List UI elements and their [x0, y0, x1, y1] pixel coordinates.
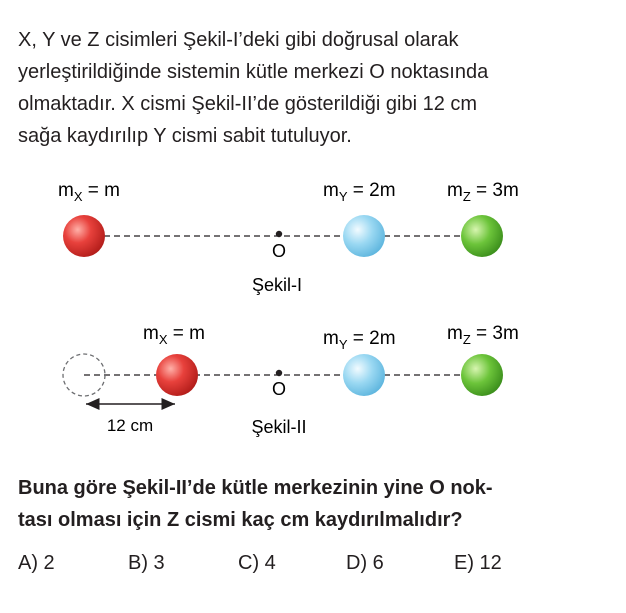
ball-x	[63, 215, 105, 257]
question-line: Buna göre Şekil-II’de kütle merkezinin yine O nok-	[18, 477, 493, 499]
option-c[interactable]: C) 4	[238, 552, 276, 574]
ball-z	[461, 354, 503, 396]
figure-caption: Şekil-II	[251, 417, 307, 437]
distance-label: 12 cm	[106, 416, 154, 435]
point-label: O	[271, 379, 287, 399]
option-a[interactable]: A) 2	[18, 552, 55, 574]
mass-z-label: $m_Z = 3m$	[447, 323, 519, 347]
point-label: O	[271, 241, 287, 261]
question	[18, 472, 493, 536]
intro-line: yerleştirildiğinde sistemin kütle merkezi O noktasında	[18, 61, 489, 83]
option-d[interactable]: D) 6	[346, 552, 384, 574]
option-e[interactable]: E) 12	[454, 552, 502, 574]
center-of-mass-point	[276, 370, 282, 376]
mass-x-label: $m_X = m$	[58, 180, 120, 204]
ball-z	[461, 215, 503, 257]
mass-z-label: $m_Z = 3m$	[447, 180, 519, 204]
ball-x	[156, 354, 198, 396]
mass-y-label: $m_Y = 2m$	[323, 180, 396, 204]
intro-line: sağa kaydırılıp Y cismi sabit tutuluyor.	[18, 125, 352, 147]
option-b[interactable]: B) 3	[128, 552, 165, 574]
figure-2	[63, 323, 519, 437]
figure-1	[58, 180, 519, 295]
ball-y	[343, 354, 385, 396]
center-of-mass-point	[276, 231, 282, 237]
figure-caption: Şekil-I	[251, 275, 303, 295]
intro-line: olmaktadır. X cismi Şekil-II’de gösterildiği gibi 12 cm	[18, 93, 478, 115]
mass-x-label: $m_X = m$	[143, 323, 205, 347]
intro-line: X, Y ve Z cisimleri Şekil-I’deki gibi doğrusal olarak	[18, 29, 459, 51]
ball-y	[343, 215, 385, 257]
question-line: tası olması için Z cismi kaç cm kaydırılmalıdır?	[18, 509, 463, 531]
mass-y-label: $m_Y = 2m$	[323, 328, 396, 352]
